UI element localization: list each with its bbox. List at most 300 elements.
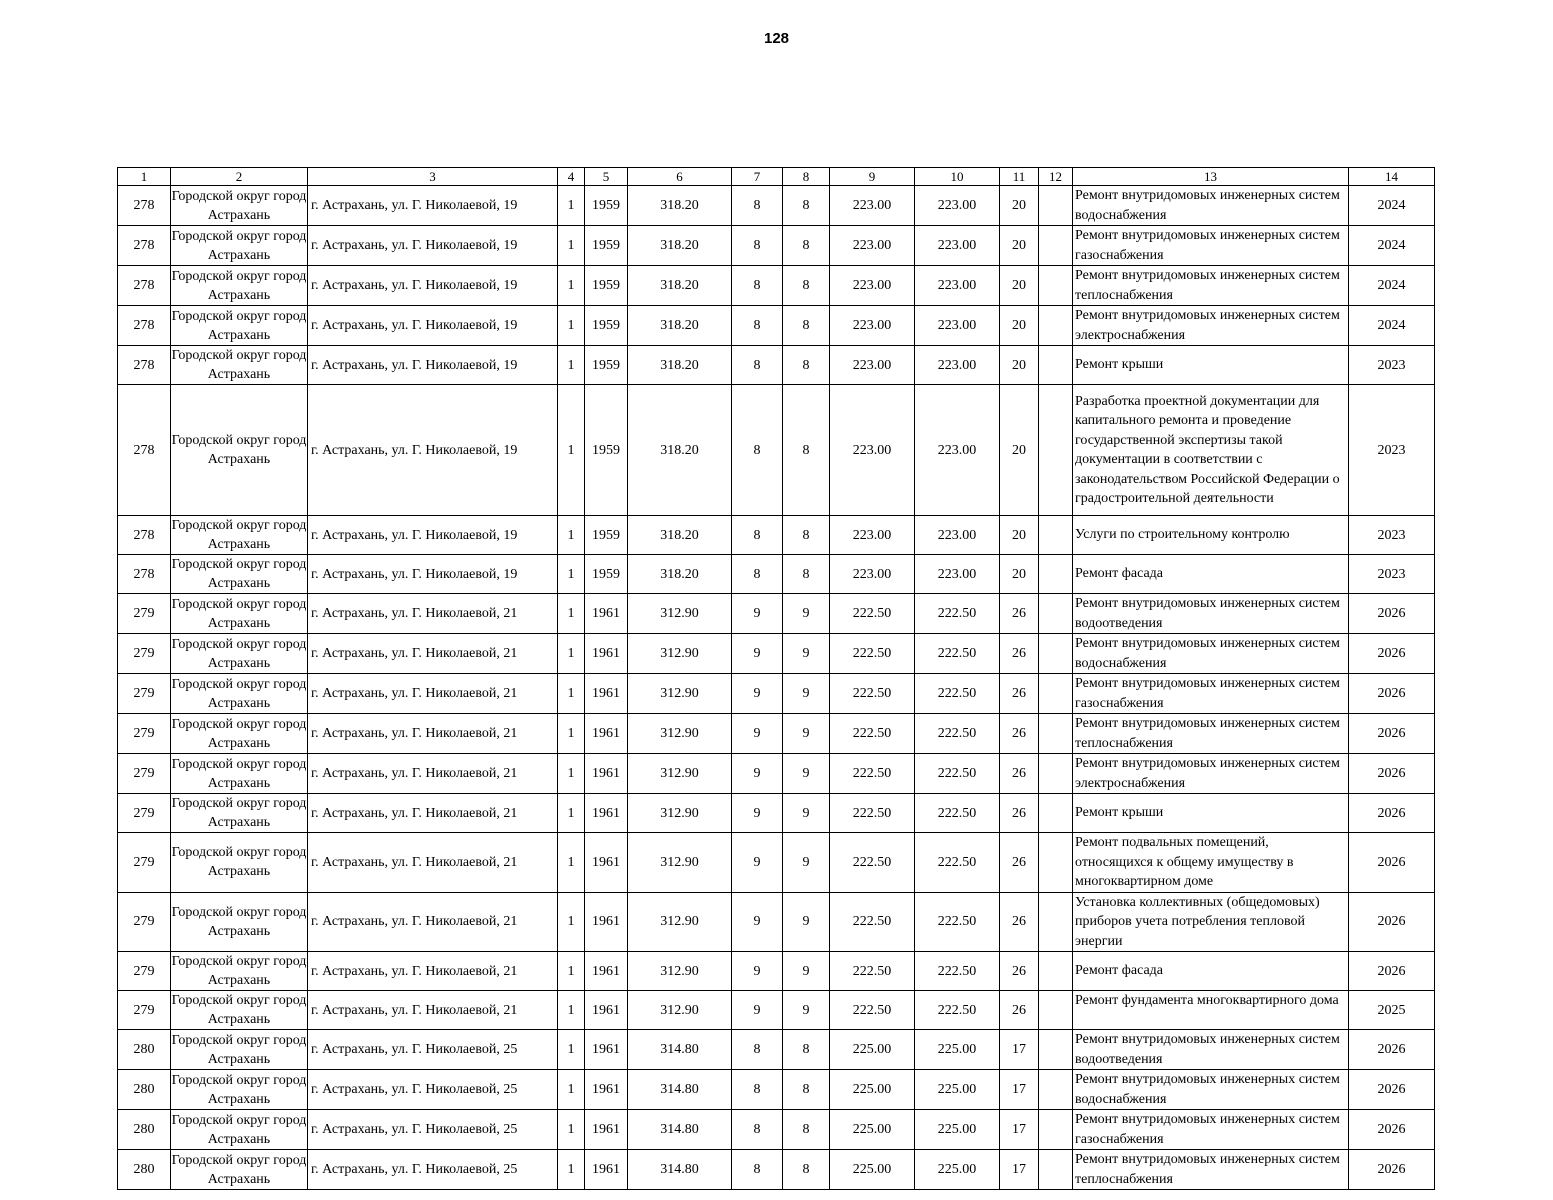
col9-cell: 222.50	[830, 674, 915, 714]
col12-cell	[1039, 833, 1073, 893]
year-built-cell: 1961	[585, 714, 628, 754]
column-header: 6	[628, 168, 732, 186]
col9-cell: 225.00	[830, 1030, 915, 1070]
year-built-cell: 1959	[585, 516, 628, 555]
col9-cell: 225.00	[830, 1110, 915, 1150]
row-number-cell: 279	[118, 674, 171, 714]
col12-cell	[1039, 794, 1073, 833]
row-number-cell: 278	[118, 266, 171, 306]
col4-cell: 1	[558, 892, 585, 952]
area-cell: 312.90	[628, 674, 732, 714]
table-row	[118, 594, 1435, 634]
address-cell: г. Астрахань, ул. Г. Николаевой, 21	[308, 892, 558, 952]
year-cell: 2023	[1349, 385, 1435, 516]
col11-cell: 26	[1000, 674, 1039, 714]
col8-cell: 8	[783, 1110, 830, 1150]
col10-cell: 222.50	[915, 594, 1000, 634]
col4-cell: 1	[558, 555, 585, 594]
col11-cell: 20	[1000, 346, 1039, 385]
column-header: 10	[915, 168, 1000, 186]
col8-cell: 9	[783, 991, 830, 1030]
col10-cell: 223.00	[915, 266, 1000, 306]
col8-cell: 8	[783, 385, 830, 516]
area-cell: 318.20	[628, 306, 732, 346]
year-cell: 2024	[1349, 306, 1435, 346]
year-cell: 2026	[1349, 1110, 1435, 1150]
col10-cell: 222.50	[915, 794, 1000, 833]
table-row	[118, 952, 1435, 991]
col7-cell: 9	[732, 714, 783, 754]
address-cell: г. Астрахань, ул. Г. Николаевой, 19	[308, 516, 558, 555]
area-cell: 318.20	[628, 385, 732, 516]
col7-cell: 9	[732, 833, 783, 893]
area-cell: 312.90	[628, 714, 732, 754]
col7-cell: 9	[732, 892, 783, 952]
col4-cell: 1	[558, 266, 585, 306]
area-cell: 312.90	[628, 952, 732, 991]
col11-cell: 20	[1000, 226, 1039, 266]
col10-cell: 222.50	[915, 991, 1000, 1030]
work-type-cell: Ремонт внутридомовых инженерных систем водоснабжения	[1073, 1070, 1349, 1110]
col4-cell: 1	[558, 754, 585, 794]
col10-cell: 223.00	[915, 385, 1000, 516]
year-built-cell: 1961	[585, 991, 628, 1030]
col8-cell: 8	[783, 516, 830, 555]
municipality-cell: Городской округ город Астрахань	[171, 186, 308, 226]
col10-cell: 223.00	[915, 346, 1000, 385]
year-built-cell: 1961	[585, 833, 628, 893]
area-cell: 318.20	[628, 346, 732, 385]
col9-cell: 223.00	[830, 555, 915, 594]
address-cell: г. Астрахань, ул. Г. Николаевой, 19	[308, 266, 558, 306]
col11-cell: 26	[1000, 634, 1039, 674]
row-number-cell: 279	[118, 991, 171, 1030]
area-cell: 318.20	[628, 555, 732, 594]
year-cell: 2026	[1349, 714, 1435, 754]
table-row	[118, 186, 1435, 226]
address-cell: г. Астрахань, ул. Г. Николаевой, 19	[308, 186, 558, 226]
col8-cell: 8	[783, 1070, 830, 1110]
column-header: 1	[118, 168, 171, 186]
table-row	[118, 674, 1435, 714]
municipality-cell: Городской округ город Астрахань	[171, 385, 308, 516]
col7-cell: 9	[732, 754, 783, 794]
column-header: 3	[308, 168, 558, 186]
year-built-cell: 1959	[585, 266, 628, 306]
year-cell: 2025	[1349, 991, 1435, 1030]
col4-cell: 1	[558, 1110, 585, 1150]
col12-cell	[1039, 1150, 1073, 1190]
address-cell: г. Астрахань, ул. Г. Николаевой, 19	[308, 555, 558, 594]
table-row	[118, 555, 1435, 594]
address-cell: г. Астрахань, ул. Г. Николаевой, 21	[308, 794, 558, 833]
year-cell: 2026	[1349, 794, 1435, 833]
col10-cell: 222.50	[915, 754, 1000, 794]
municipality-cell: Городской округ город Астрахань	[171, 306, 308, 346]
col7-cell: 9	[732, 674, 783, 714]
work-type-cell: Ремонт внутридомовых инженерных систем теплоснабжения	[1073, 1150, 1349, 1190]
area-cell: 312.90	[628, 794, 732, 833]
col10-cell: 222.50	[915, 634, 1000, 674]
municipality-cell: Городской округ город Астрахань	[171, 634, 308, 674]
col7-cell: 8	[732, 306, 783, 346]
municipality-cell: Городской округ город Астрахань	[171, 266, 308, 306]
col7-cell: 9	[732, 794, 783, 833]
municipality-cell: Городской округ город Астрахань	[171, 754, 308, 794]
row-number-cell: 279	[118, 833, 171, 893]
municipality-cell: Городской округ город Астрахань	[171, 516, 308, 555]
municipality-cell: Городской округ город Астрахань	[171, 952, 308, 991]
column-header: 2	[171, 168, 308, 186]
col7-cell: 9	[732, 991, 783, 1030]
col11-cell: 20	[1000, 385, 1039, 516]
col7-cell: 9	[732, 634, 783, 674]
col10-cell: 225.00	[915, 1110, 1000, 1150]
col9-cell: 222.50	[830, 892, 915, 952]
municipality-cell: Городской округ город Астрахань	[171, 226, 308, 266]
col9-cell: 223.00	[830, 346, 915, 385]
col10-cell: 223.00	[915, 516, 1000, 555]
year-cell: 2026	[1349, 892, 1435, 952]
year-cell: 2026	[1349, 952, 1435, 991]
col9-cell: 225.00	[830, 1150, 915, 1190]
area-cell: 314.80	[628, 1030, 732, 1070]
col12-cell	[1039, 516, 1073, 555]
col11-cell: 20	[1000, 186, 1039, 226]
year-cell: 2023	[1349, 516, 1435, 555]
year-built-cell: 1961	[585, 1070, 628, 1110]
col7-cell: 8	[732, 1150, 783, 1190]
area-cell: 312.90	[628, 634, 732, 674]
table-row	[118, 266, 1435, 306]
municipality-cell: Городской округ город Астрахань	[171, 991, 308, 1030]
address-cell: г. Астрахань, ул. Г. Николаевой, 21	[308, 833, 558, 893]
table-row	[118, 794, 1435, 833]
col7-cell: 8	[732, 186, 783, 226]
year-built-cell: 1959	[585, 306, 628, 346]
col10-cell: 222.50	[915, 674, 1000, 714]
year-built-cell: 1961	[585, 754, 628, 794]
column-header: 12	[1039, 168, 1073, 186]
row-number-cell: 278	[118, 226, 171, 266]
work-type-cell: Ремонт крыши	[1073, 794, 1349, 833]
area-cell: 318.20	[628, 226, 732, 266]
col11-cell: 17	[1000, 1110, 1039, 1150]
year-cell: 2026	[1349, 754, 1435, 794]
col10-cell: 222.50	[915, 892, 1000, 952]
col8-cell: 8	[783, 226, 830, 266]
table-row	[118, 754, 1435, 794]
row-number-cell: 278	[118, 555, 171, 594]
col8-cell: 9	[783, 892, 830, 952]
address-cell: г. Астрахань, ул. Г. Николаевой, 21	[308, 952, 558, 991]
col8-cell: 9	[783, 674, 830, 714]
work-type-cell: Ремонт внутридомовых инженерных систем электроснабжения	[1073, 306, 1349, 346]
col9-cell: 222.50	[830, 833, 915, 893]
col10-cell: 222.50	[915, 714, 1000, 754]
col8-cell: 9	[783, 594, 830, 634]
table-header-row	[118, 168, 1435, 186]
year-cell: 2026	[1349, 634, 1435, 674]
col11-cell: 26	[1000, 991, 1039, 1030]
work-type-cell: Ремонт фасада	[1073, 555, 1349, 594]
col12-cell	[1039, 1030, 1073, 1070]
area-cell: 312.90	[628, 833, 732, 893]
table-row	[118, 346, 1435, 385]
col9-cell: 222.50	[830, 952, 915, 991]
address-cell: г. Астрахань, ул. Г. Николаевой, 19	[308, 385, 558, 516]
municipality-cell: Городской округ город Астрахань	[171, 1070, 308, 1110]
col9-cell: 223.00	[830, 226, 915, 266]
col8-cell: 9	[783, 754, 830, 794]
work-type-cell: Ремонт подвальных помещений, относящихся к общему имуществу в многоквартирном доме	[1073, 833, 1349, 893]
col8-cell: 9	[783, 634, 830, 674]
address-cell: г. Астрахань, ул. Г. Николаевой, 25	[308, 1070, 558, 1110]
table-row	[118, 385, 1435, 516]
municipality-cell: Городской округ город Астрахань	[171, 833, 308, 893]
row-number-cell: 280	[118, 1150, 171, 1190]
col9-cell: 222.50	[830, 594, 915, 634]
row-number-cell: 278	[118, 346, 171, 385]
col8-cell: 8	[783, 1030, 830, 1070]
work-type-cell: Ремонт внутридомовых инженерных систем теплоснабжения	[1073, 266, 1349, 306]
col4-cell: 1	[558, 306, 585, 346]
col4-cell: 1	[558, 226, 585, 266]
address-cell: г. Астрахань, ул. Г. Николаевой, 25	[308, 1110, 558, 1150]
col12-cell	[1039, 1070, 1073, 1110]
area-cell: 314.80	[628, 1150, 732, 1190]
col4-cell: 1	[558, 186, 585, 226]
column-header: 8	[783, 168, 830, 186]
col4-cell: 1	[558, 833, 585, 893]
municipality-cell: Городской округ город Астрахань	[171, 794, 308, 833]
table-row	[118, 1070, 1435, 1110]
year-built-cell: 1961	[585, 674, 628, 714]
col10-cell: 222.50	[915, 833, 1000, 893]
column-header: 7	[732, 168, 783, 186]
col4-cell: 1	[558, 1150, 585, 1190]
year-built-cell: 1961	[585, 594, 628, 634]
area-cell: 318.20	[628, 186, 732, 226]
table-row	[118, 306, 1435, 346]
col9-cell: 223.00	[830, 306, 915, 346]
address-cell: г. Астрахань, ул. Г. Николаевой, 19	[308, 346, 558, 385]
column-header: 14	[1349, 168, 1435, 186]
col12-cell	[1039, 634, 1073, 674]
year-built-cell: 1959	[585, 385, 628, 516]
table-row	[118, 1110, 1435, 1150]
col7-cell: 8	[732, 555, 783, 594]
work-type-cell: Ремонт внутридомовых инженерных систем водоснабжения	[1073, 634, 1349, 674]
col11-cell: 26	[1000, 952, 1039, 991]
col9-cell: 222.50	[830, 634, 915, 674]
col10-cell: 225.00	[915, 1150, 1000, 1190]
col7-cell: 8	[732, 1070, 783, 1110]
address-cell: г. Астрахань, ул. Г. Николаевой, 21	[308, 674, 558, 714]
table-row	[118, 226, 1435, 266]
col7-cell: 9	[732, 594, 783, 634]
col9-cell: 225.00	[830, 1070, 915, 1110]
col9-cell: 223.00	[830, 385, 915, 516]
work-type-cell: Ремонт крыши	[1073, 346, 1349, 385]
col12-cell	[1039, 385, 1073, 516]
col9-cell: 223.00	[830, 516, 915, 555]
col4-cell: 1	[558, 385, 585, 516]
year-cell: 2024	[1349, 226, 1435, 266]
col12-cell	[1039, 226, 1073, 266]
col8-cell: 9	[783, 952, 830, 991]
col12-cell	[1039, 952, 1073, 991]
year-built-cell: 1961	[585, 1030, 628, 1070]
column-header: 9	[830, 168, 915, 186]
year-cell: 2024	[1349, 266, 1435, 306]
col4-cell: 1	[558, 634, 585, 674]
col12-cell	[1039, 991, 1073, 1030]
table-row	[118, 634, 1435, 674]
col12-cell	[1039, 594, 1073, 634]
col8-cell: 9	[783, 833, 830, 893]
column-header: 4	[558, 168, 585, 186]
year-cell: 2026	[1349, 1070, 1435, 1110]
table-row	[118, 1150, 1435, 1190]
col7-cell: 8	[732, 385, 783, 516]
work-type-cell: Ремонт фундамента многоквартирного дома	[1073, 991, 1349, 1030]
municipality-cell: Городской округ город Астрахань	[171, 1030, 308, 1070]
col9-cell: 222.50	[830, 754, 915, 794]
row-number-cell: 278	[118, 516, 171, 555]
col9-cell: 223.00	[830, 186, 915, 226]
work-type-cell: Установка коллективных (общедомовых) приборов учета потребления тепловой энергии	[1073, 892, 1349, 952]
col12-cell	[1039, 346, 1073, 385]
address-cell: г. Астрахань, ул. Г. Николаевой, 21	[308, 594, 558, 634]
col8-cell: 9	[783, 794, 830, 833]
col8-cell: 8	[783, 555, 830, 594]
col8-cell: 8	[783, 306, 830, 346]
area-cell: 318.20	[628, 516, 732, 555]
municipality-cell: Городской округ город Астрахань	[171, 346, 308, 385]
col11-cell: 20	[1000, 555, 1039, 594]
area-cell: 318.20	[628, 266, 732, 306]
col9-cell: 223.00	[830, 266, 915, 306]
col4-cell: 1	[558, 594, 585, 634]
row-number-cell: 279	[118, 892, 171, 952]
table-body	[118, 186, 1435, 1190]
col8-cell: 8	[783, 346, 830, 385]
col10-cell: 225.00	[915, 1030, 1000, 1070]
year-built-cell: 1961	[585, 1110, 628, 1150]
row-number-cell: 278	[118, 385, 171, 516]
municipality-cell: Городской округ город Астрахань	[171, 892, 308, 952]
col10-cell: 222.50	[915, 952, 1000, 991]
col11-cell: 20	[1000, 266, 1039, 306]
col8-cell: 8	[783, 186, 830, 226]
column-header: 11	[1000, 168, 1039, 186]
col4-cell: 1	[558, 794, 585, 833]
row-number-cell: 280	[118, 1110, 171, 1150]
col4-cell: 1	[558, 714, 585, 754]
col11-cell: 26	[1000, 754, 1039, 794]
work-type-cell: Ремонт внутридомовых инженерных систем теплоснабжения	[1073, 714, 1349, 754]
address-cell: г. Астрахань, ул. Г. Николаевой, 21	[308, 634, 558, 674]
year-cell: 2026	[1349, 1150, 1435, 1190]
address-cell: г. Астрахань, ул. Г. Николаевой, 21	[308, 754, 558, 794]
col8-cell: 9	[783, 714, 830, 754]
col4-cell: 1	[558, 1030, 585, 1070]
row-number-cell: 278	[118, 306, 171, 346]
year-built-cell: 1961	[585, 892, 628, 952]
col10-cell: 223.00	[915, 186, 1000, 226]
col12-cell	[1039, 266, 1073, 306]
col11-cell: 26	[1000, 892, 1039, 952]
municipality-cell: Городской округ город Астрахань	[171, 594, 308, 634]
col12-cell	[1039, 714, 1073, 754]
row-number-cell: 280	[118, 1030, 171, 1070]
col12-cell	[1039, 674, 1073, 714]
table-row	[118, 516, 1435, 555]
col12-cell	[1039, 892, 1073, 952]
col4-cell: 1	[558, 952, 585, 991]
column-header: 13	[1073, 168, 1349, 186]
col4-cell: 1	[558, 1070, 585, 1110]
address-cell: г. Астрахань, ул. Г. Николаевой, 25	[308, 1030, 558, 1070]
col12-cell	[1039, 754, 1073, 794]
work-type-cell: Ремонт внутридомовых инженерных систем водоотведения	[1073, 594, 1349, 634]
area-cell: 312.90	[628, 991, 732, 1030]
table-row	[118, 833, 1435, 893]
col8-cell: 8	[783, 266, 830, 306]
col7-cell: 8	[732, 1030, 783, 1070]
page-number: 128	[763, 30, 790, 47]
col8-cell: 8	[783, 1150, 830, 1190]
year-cell: 2026	[1349, 674, 1435, 714]
col10-cell: 223.00	[915, 226, 1000, 266]
work-type-cell: Услуги по строительному контролю	[1073, 516, 1349, 555]
year-built-cell: 1961	[585, 794, 628, 833]
col11-cell: 17	[1000, 1150, 1039, 1190]
row-number-cell: 279	[118, 634, 171, 674]
table-row	[118, 991, 1435, 1030]
work-type-cell: Ремонт внутридомовых инженерных систем электроснабжения	[1073, 754, 1349, 794]
area-cell: 314.80	[628, 1070, 732, 1110]
year-built-cell: 1961	[585, 1150, 628, 1190]
row-number-cell: 279	[118, 952, 171, 991]
year-cell: 2026	[1349, 594, 1435, 634]
municipality-cell: Городской округ город Астрахань	[171, 555, 308, 594]
col10-cell: 223.00	[915, 306, 1000, 346]
col4-cell: 1	[558, 991, 585, 1030]
area-cell: 312.90	[628, 594, 732, 634]
table-row	[118, 1030, 1435, 1070]
work-type-cell: Ремонт внутридомовых инженерных систем водоснабжения	[1073, 186, 1349, 226]
municipality-cell: Городской округ город Астрахань	[171, 1110, 308, 1150]
col11-cell: 26	[1000, 594, 1039, 634]
year-cell: 2026	[1349, 833, 1435, 893]
col11-cell: 26	[1000, 714, 1039, 754]
address-cell: г. Астрахань, ул. Г. Николаевой, 19	[308, 226, 558, 266]
col12-cell	[1039, 555, 1073, 594]
table-row	[118, 892, 1435, 952]
col4-cell: 1	[558, 346, 585, 385]
column-header: 5	[585, 168, 628, 186]
row-number-cell: 279	[118, 714, 171, 754]
col12-cell	[1039, 306, 1073, 346]
col11-cell: 20	[1000, 516, 1039, 555]
work-type-cell: Ремонт внутридомовых инженерных систем газоснабжения	[1073, 674, 1349, 714]
work-type-cell: Ремонт внутридомовых инженерных систем газоснабжения	[1073, 1110, 1349, 1150]
year-built-cell: 1961	[585, 634, 628, 674]
year-cell: 2024	[1349, 186, 1435, 226]
col11-cell: 17	[1000, 1070, 1039, 1110]
